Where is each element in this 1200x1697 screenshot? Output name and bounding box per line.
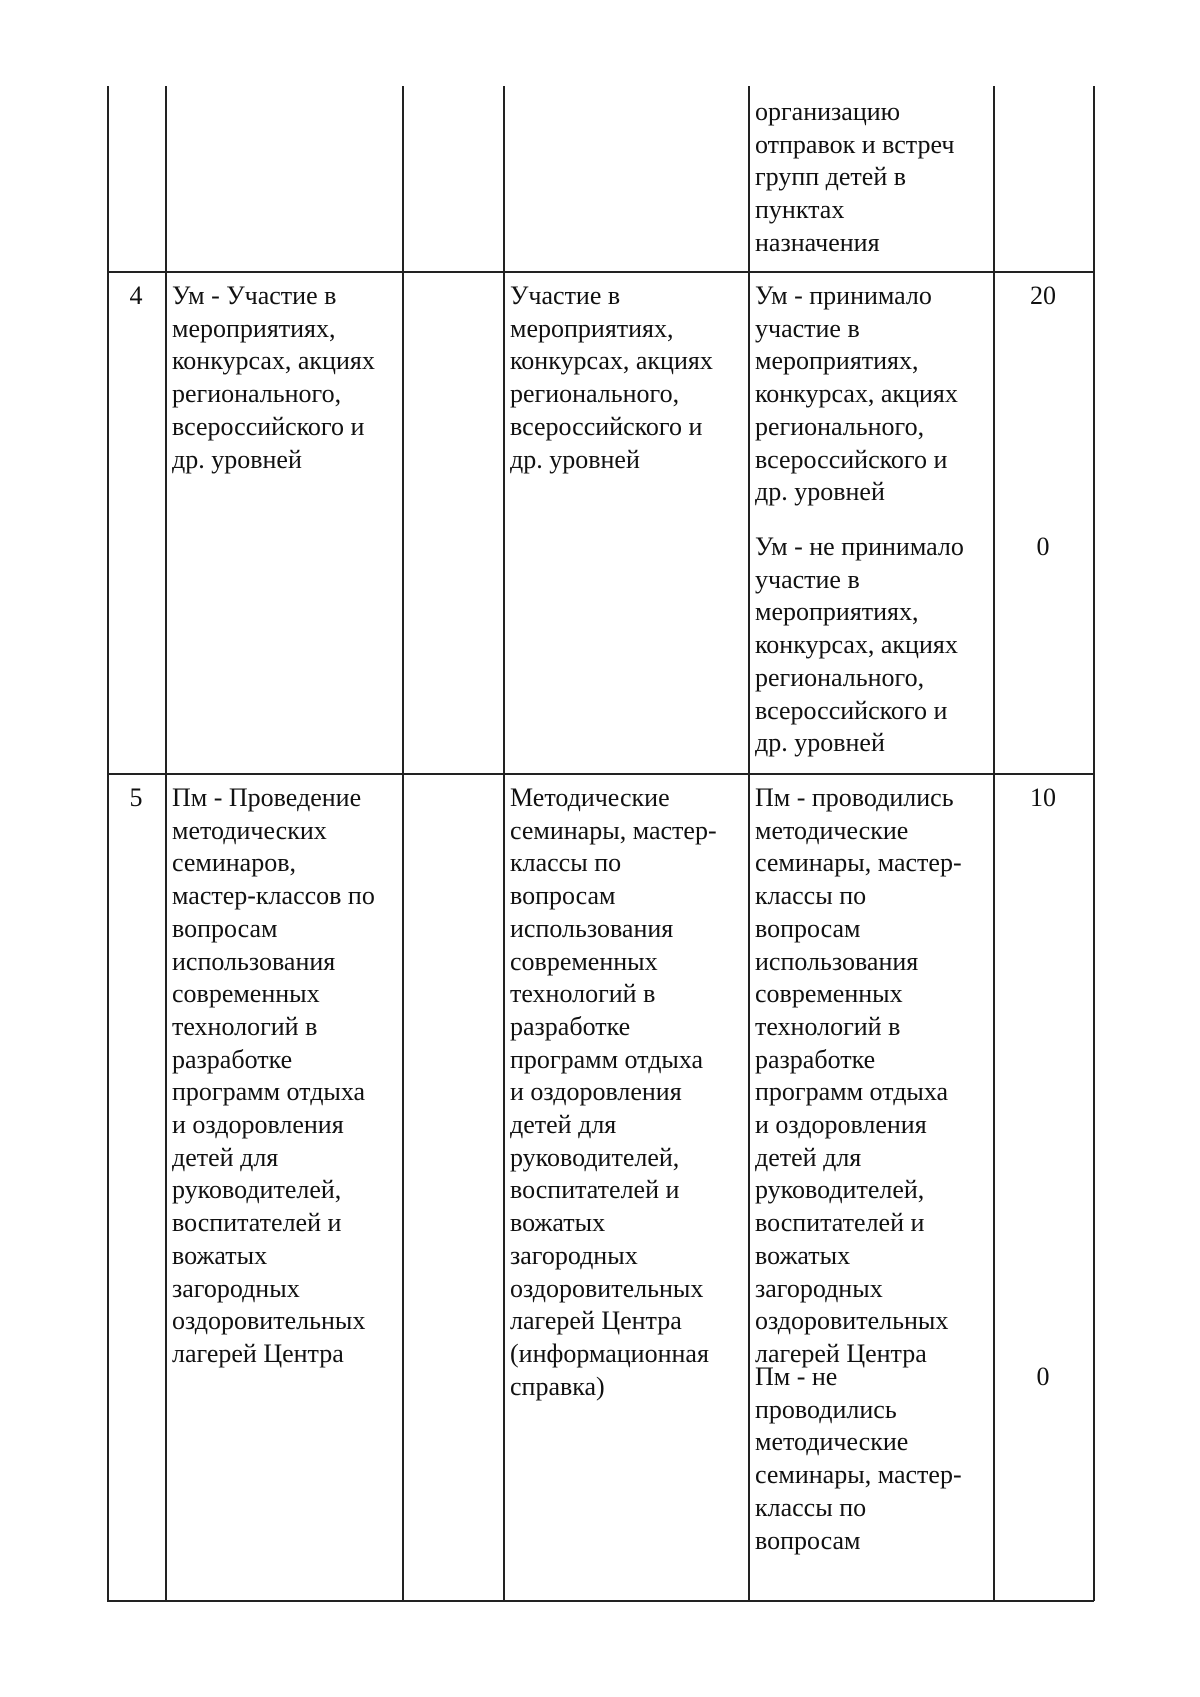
column-divider-3 xyxy=(503,86,505,1601)
row-criterion-text: Ум - не принимало участие в мероприятиях, конкурсах, акциях регионального, всероссийского и др. уровней xyxy=(755,532,964,758)
criteria-table xyxy=(107,86,1094,1601)
column-divider-1 xyxy=(165,86,167,1601)
row-source: Методические семинары, мастер- классы по вопросам использования современных технологий в разработке программ отдыха и оздоровления детей для руководителей, воспитателей и вожатых загородных оздоровительных лагерей Центра (информационная справка) xyxy=(510,783,717,1401)
row-criterion-score: 10 xyxy=(1030,783,1056,812)
table-border-right xyxy=(1093,86,1095,1601)
row-criterion-text: Ум - принимало участие в мероприятиях, конкурсах, акциях регионального, всероссийского и др. уровней xyxy=(755,281,958,507)
row-criterion-score: 20 xyxy=(1030,281,1056,310)
row-source: Участие в мероприятиях, конкурсах, акциях регионального, всероссийского и др. уровней xyxy=(510,281,713,474)
column-divider-4 xyxy=(748,86,750,1601)
row-criterion-score: 0 xyxy=(1036,1362,1050,1391)
table-border-bottom xyxy=(107,1600,1094,1602)
row-number: 4 xyxy=(129,281,143,310)
row-criterion-text: Пм - проводились методические семинары, мастер- классы по вопросам использования современных технологий в разработке программ отдыха и оздоровления детей для руководителей, воспитателей и вожатых загородных оздоровительных лагерей Центра xyxy=(755,783,962,1368)
row-criterion-score: 0 xyxy=(1036,532,1050,561)
row-indicator: Пм - Проведение методических семинаров, мастер-классов по вопросам использования современных технологий в разработке программ отдыха и оздоровления детей для руководителей, воспитателей и вожатых загородных оздоровительных лагерей Центра xyxy=(172,783,375,1368)
row-indicator: Ум - Участие в мероприятиях, конкурсах, акциях регионального, всероссийского и др. уровней xyxy=(172,281,375,474)
row-divider-2 xyxy=(107,773,1094,775)
row-criterion-text: Пм - не проводились методические семинары, мастер- классы по вопросам xyxy=(755,1362,962,1555)
row-number: 5 xyxy=(129,783,143,812)
column-divider-2 xyxy=(402,86,404,1601)
row-divider-1 xyxy=(107,271,1094,273)
table-border-left xyxy=(107,86,109,1601)
row-criterion-text: организацию отправок и встреч групп детей в пунктах назначения xyxy=(755,97,955,257)
